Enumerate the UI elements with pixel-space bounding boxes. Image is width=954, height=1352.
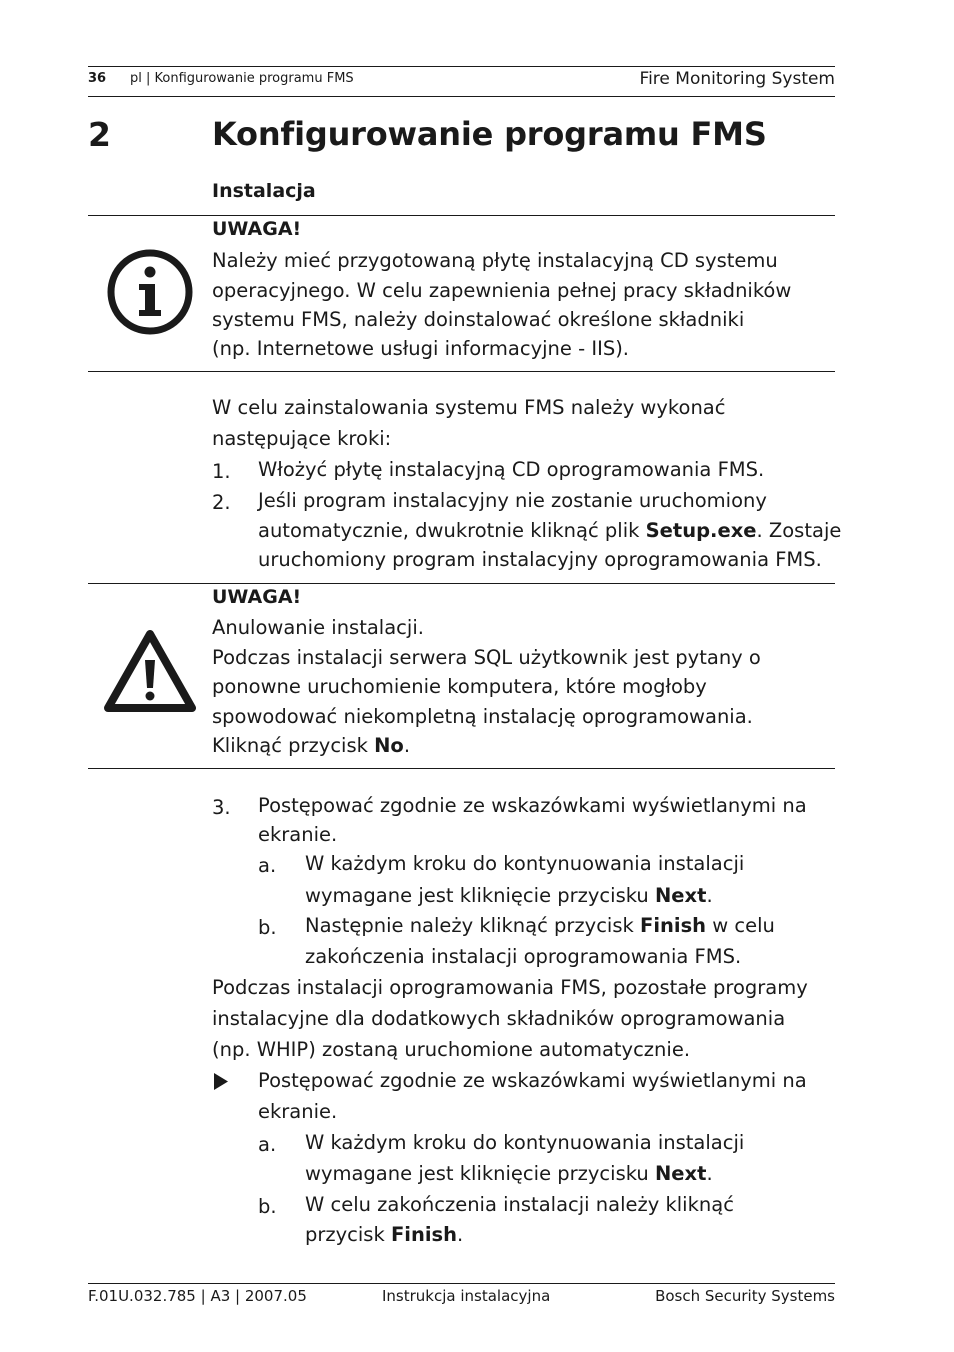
finish-button-label: Finish [640, 914, 707, 937]
substep-letter: b. [258, 1195, 277, 1218]
page-number: 36 [88, 71, 107, 86]
substep-text: Następnie należy kliknąć przycisk Finish w celu [305, 914, 775, 937]
substep-text: W każdym kroku do kontynuowania instalacji [305, 1131, 745, 1154]
no-button-label: No [374, 734, 404, 757]
substep-text: zakończenia instalacji oprogramowania FMS. [305, 945, 742, 968]
step-text: uruchomiony program instalacyjny oprogramowania FMS. [258, 548, 822, 571]
notice-warning-line: ponowne uruchomienie komputera, które mogłoby [212, 675, 707, 698]
substep-letter: b. [258, 916, 277, 939]
notice-info-line: (np. Internetowe usługi informacyjne - IIS). [212, 337, 630, 360]
step-text: Jeśli program instalacyjny nie zostanie uruchomiony [258, 489, 767, 512]
step-number: 3. [212, 796, 231, 819]
info-icon [106, 248, 194, 336]
step-text: Włożyć płytę instalacyjną CD oprogramowania FMS. [258, 458, 765, 481]
substep-letter: a. [258, 854, 277, 877]
footer-doc-type: Instrukcja instalacyjna [382, 1287, 551, 1305]
notice-info-line: Należy mieć przygotowaną płytę instalacyjną CD systemu [212, 249, 778, 272]
substep-text: W każdym kroku do kontynuowania instalacji [305, 852, 745, 875]
action-text: Postępować zgodnie ze wskazówkami wyświetlanymi na [258, 1069, 807, 1092]
notice-warning-line: Podczas instalacji serwera SQL użytkownik jest pytany o [212, 646, 761, 669]
intro-line: W celu zainstalowania systemu FMS należy wykonać [212, 396, 726, 419]
action-arrow-icon [213, 1073, 229, 1094]
section-title: Instalacja [212, 180, 316, 202]
notice-info-title: UWAGA! [212, 218, 302, 240]
action-text: ekranie. [258, 1100, 338, 1123]
step-number: 1. [212, 460, 231, 483]
step-text: automatycznie, dwukrotnie kliknąć plik Setup.exe. Zostaje [258, 519, 842, 542]
paragraph-line: instalacyjne dla dodatkowych składników oprogramowania [212, 1007, 786, 1030]
warning-icon [102, 628, 198, 716]
notice-warning-line: Anulowanie instalacji. [212, 616, 424, 639]
notice-info-line: operacyjnego. W celu zapewnienia pełnej pracy składników [212, 279, 792, 302]
step-text: Postępować zgodnie ze wskazówkami wyświetlanymi na [258, 794, 807, 817]
paragraph-line: (np. WHIP) zostaną uruchomione automatycznie. [212, 1038, 691, 1061]
substep-text: wymagane jest kliknięcie przycisku Next. [305, 1162, 713, 1185]
footer-rule [88, 1283, 835, 1284]
substep-text: przycisk Finish. [305, 1223, 464, 1246]
notice-warning-title: UWAGA! [212, 586, 302, 608]
finish-button-label: Finish [390, 1223, 458, 1246]
footer-company: Bosch Security Systems [655, 1287, 835, 1305]
step-number: 2. [212, 491, 231, 514]
notice-warning-line: Kliknąć przycisk No. [212, 734, 411, 757]
header-breadcrumb: pl | Konfigurowanie programu FMS [130, 71, 354, 86]
paragraph-line: Podczas instalacji oprogramowania FMS, pozostałe programy [212, 976, 808, 999]
notice-info-top-rule [88, 215, 835, 216]
chapter-number: 2 [88, 115, 111, 154]
notice-warning-bottom-rule [88, 768, 835, 769]
notice-info-bottom-rule [88, 371, 835, 372]
step-text: ekranie. [258, 823, 338, 846]
notice-warning-line: spowodować niekompletną instalację oprogramowania. [212, 705, 753, 728]
next-button-label: Next [654, 884, 707, 907]
substep-letter: a. [258, 1133, 277, 1156]
footer-doc-id: F.01U.032.785 | A3 | 2007.05 [88, 1287, 307, 1305]
next-button-label: Next [654, 1162, 707, 1185]
header-product: Fire Monitoring System [639, 69, 835, 89]
header-bottom-rule [88, 96, 835, 97]
substep-text: wymagane jest kliknięcie przycisku Next. [305, 884, 713, 907]
notice-info-line: systemu FMS, należy doinstalować określone składniki [212, 308, 745, 331]
header-top-rule [88, 66, 835, 67]
setup-filename: Setup.exe [645, 519, 757, 542]
notice-warning-top-rule [88, 583, 835, 584]
substep-text: W celu zakończenia instalacji należy kliknąć [305, 1193, 734, 1216]
chapter-title: Konfigurowanie programu FMS [212, 115, 767, 153]
intro-line: następujące kroki: [212, 427, 392, 450]
